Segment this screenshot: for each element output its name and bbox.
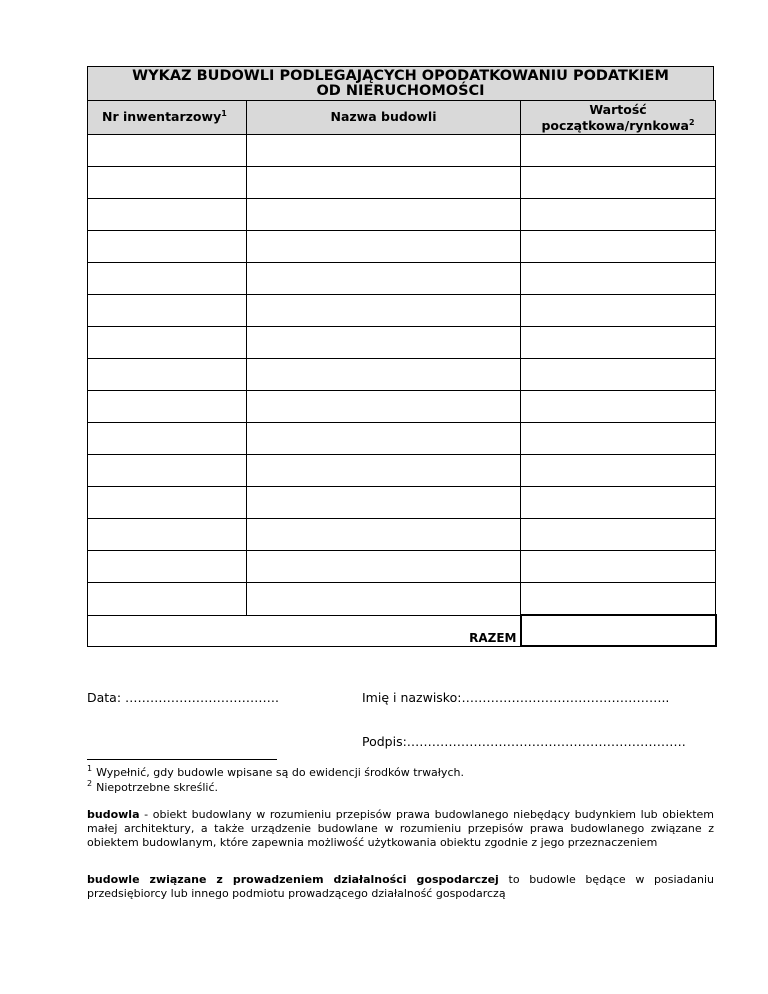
- form-title-line1: WYKAZ BUDOWLI PODLEGAJĄCYCH OPODATKOWANIU PODATKIEM: [132, 68, 669, 84]
- table-row: [88, 295, 716, 327]
- date-field[interactable]: Data: ……………………………….: [87, 690, 280, 705]
- cell-inventory-number[interactable]: [88, 583, 247, 616]
- cell-value[interactable]: [521, 487, 716, 519]
- cell-inventory-number[interactable]: [88, 391, 247, 423]
- cell-building-name[interactable]: [247, 327, 521, 359]
- definition-budowla: budowla - obiekt budowlany w rozumieniu przepisów prawa budowlanego niebędący budynkiem lub obiektem małej architektury, a także urządzenie budowlane w rozumieniu przepisów prawa budowlanego związane z obiektem budowlanym, które zapewnia możliwość użytkowania obiektu zgodnie z jego przeznaczeniem: [87, 808, 714, 849]
- footnote-1: $^1$ Wypełnić, gdy budowle wpisane są do ewidencji środków trwałych.: [87, 764, 464, 779]
- cell-value[interactable]: [521, 295, 716, 327]
- cell-building-name[interactable]: [247, 167, 521, 199]
- cell-inventory-number[interactable]: [88, 199, 247, 231]
- table-row: [88, 423, 716, 455]
- table-row: [88, 167, 716, 199]
- table-row: [88, 135, 716, 167]
- cell-building-name[interactable]: [247, 455, 521, 487]
- cell-building-name[interactable]: [247, 263, 521, 295]
- total-row: [88, 615, 716, 646]
- cell-inventory-number[interactable]: [88, 167, 247, 199]
- cell-building-name[interactable]: [247, 487, 521, 519]
- header-value: Wartość początkowa/rynkowa$^2$: [521, 101, 716, 135]
- table-row: [88, 327, 716, 359]
- cell-value[interactable]: [521, 231, 716, 263]
- signature-field[interactable]: Podpis:………………………………………………………….: [362, 734, 686, 749]
- cell-value[interactable]: [521, 583, 716, 616]
- total-value-cell[interactable]: [521, 615, 716, 646]
- cell-inventory-number[interactable]: [88, 487, 247, 519]
- table-row: [88, 551, 716, 583]
- cell-building-name[interactable]: [247, 359, 521, 391]
- header-building-name: Nazwa budowli: [247, 101, 521, 135]
- cell-inventory-number[interactable]: [88, 295, 247, 327]
- table-row: [88, 455, 716, 487]
- form-title-line2: OD NIERUCHOMOŚCI: [316, 83, 485, 99]
- table-row: [88, 199, 716, 231]
- footnote-2: $^2$ Niepotrzebne skreślić.: [87, 779, 218, 794]
- definition-budowle-gosp: budowle związane z prowadzeniem działalności gospodarczej to budowle będące w posiadaniu przedsiębiorcy lub innego podmiotu prowadzącego działalność gospodarczą: [87, 873, 714, 900]
- cell-building-name[interactable]: [247, 519, 521, 551]
- cell-value[interactable]: [521, 263, 716, 295]
- cell-value[interactable]: [521, 455, 716, 487]
- cell-value[interactable]: [521, 551, 716, 583]
- cell-value[interactable]: [521, 327, 716, 359]
- cell-building-name[interactable]: [247, 231, 521, 263]
- cell-building-name[interactable]: [247, 135, 521, 167]
- total-label: RAZEM: [88, 615, 521, 646]
- header-inventory-number: Nr inwentarzowy$^1$: [88, 101, 247, 135]
- table-row: [88, 583, 716, 616]
- cell-value[interactable]: [521, 199, 716, 231]
- name-field[interactable]: Imię i nazwisko:…………………………………………..: [362, 690, 670, 705]
- cell-inventory-number[interactable]: [88, 455, 247, 487]
- cell-building-name[interactable]: [247, 423, 521, 455]
- table-row: [88, 231, 716, 263]
- cell-inventory-number[interactable]: [88, 327, 247, 359]
- table-row: [88, 519, 716, 551]
- table-row: [88, 487, 716, 519]
- table-row: [88, 359, 716, 391]
- cell-inventory-number[interactable]: [88, 231, 247, 263]
- table-row: [88, 263, 716, 295]
- table-header-row: [88, 101, 716, 135]
- cell-value[interactable]: [521, 423, 716, 455]
- cell-inventory-number[interactable]: [88, 423, 247, 455]
- cell-value[interactable]: [521, 359, 716, 391]
- cell-building-name[interactable]: [247, 583, 521, 616]
- table-row: [88, 391, 716, 423]
- cell-inventory-number[interactable]: [88, 519, 247, 551]
- cell-building-name[interactable]: [247, 551, 521, 583]
- cell-inventory-number[interactable]: [88, 359, 247, 391]
- cell-inventory-number[interactable]: [88, 135, 247, 167]
- cell-value[interactable]: [521, 167, 716, 199]
- footnote-separator: [87, 759, 277, 760]
- buildings-table: [87, 100, 717, 647]
- cell-building-name[interactable]: [247, 199, 521, 231]
- cell-building-name[interactable]: [247, 295, 521, 327]
- cell-value[interactable]: [521, 391, 716, 423]
- cell-value[interactable]: [521, 519, 716, 551]
- cell-building-name[interactable]: [247, 391, 521, 423]
- cell-value[interactable]: [521, 135, 716, 167]
- cell-inventory-number[interactable]: [88, 551, 247, 583]
- form-title: [87, 66, 714, 101]
- cell-inventory-number[interactable]: [88, 263, 247, 295]
